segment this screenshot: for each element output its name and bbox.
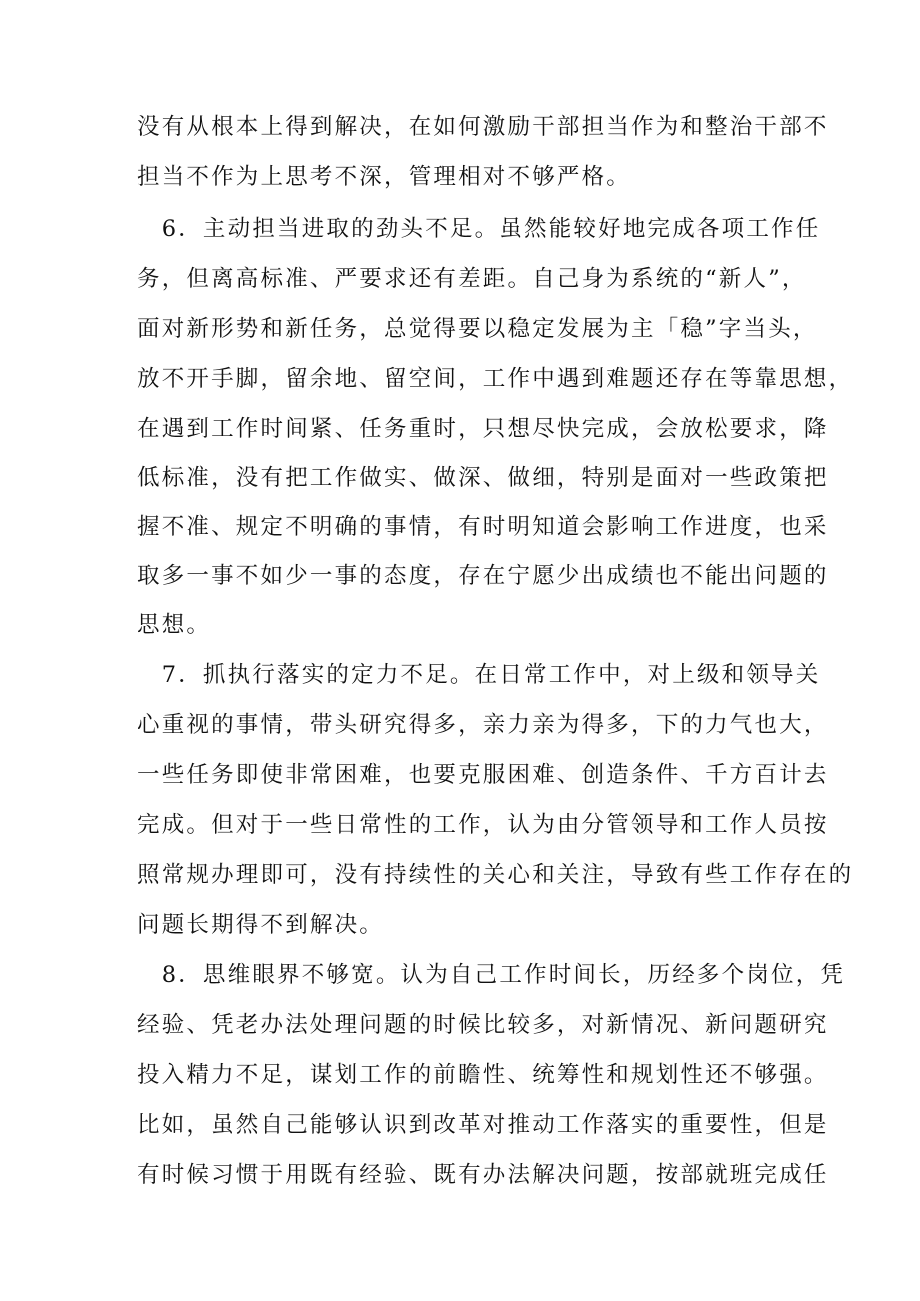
text-line: 担当不作为上思考不深，管理相对不够严格。 (137, 164, 632, 190)
text-line: 问题长期得不到解决。 (137, 912, 385, 938)
paragraph-6-start: 6．主动担当进取的劲头不足。虽然能较好地完成各项工作任 (137, 216, 821, 242)
text-line: 有时候习惯于用既有经验、既有办法解决问题，按部就班完成任 (137, 1162, 829, 1188)
text-line: 完成。但对于一些日常性的工作，认为由分管领导和工作人员按 (137, 812, 829, 838)
text-line: 在遇到工作时间紧、任务重时，只想尽快完成，会放松要求，降 (137, 416, 829, 442)
text-line: 一些任务即使非常困难，也要克服困难、创造条件、千方百计去 (137, 762, 829, 788)
text-line: 比如，虽然自己能够认识到改革对推动工作落实的重要性，但是 (137, 1112, 829, 1138)
text-line: 没有从根本上得到解决，在如何激励干部担当作为和整治干部不 (137, 114, 829, 140)
text-line: 照常规办理即可，没有持续性的关心和关注，导致有些工作存在的 (137, 862, 854, 888)
text-line: 取多一事不如少一事的态度，存在宁愿少出成绩也不能出问题的 (137, 563, 829, 589)
text-line: 心重视的事情，带头研究得多，亲力亲为得多，下的力气也大， (137, 712, 829, 738)
text-line: 放不开手脚，留余地、留空间，工作中遇到难题还存在等靠思想， (137, 366, 854, 392)
text-line: 投入精力不足，谋划工作的前瞻性、统筹性和规划性还不够强。 (137, 1062, 829, 1088)
text-line: 思想。 (137, 612, 212, 638)
text-line: 低标准，没有把工作做实、做深、做细，特别是面对一些政策把 (137, 465, 829, 491)
text-line: 握不准、规定不明确的事情，有时明知道会影响工作进度，也采 (137, 514, 829, 540)
text-line: 务，但离高标准、严要求还有差距。自己身为系统的“新人”， (137, 266, 807, 292)
text-line: 面对新形势和新任务，总觉得要以稳定发展为主「稳”字当头， (137, 316, 818, 342)
text-line: 经验、凭老办法处理问题的时候比较多，对新情况、新问题研究 (137, 1012, 829, 1038)
paragraph-8-start: 8．思维眼界不够宽。认为自己工作时间长，历经多个岗位，凭 (137, 962, 846, 988)
paragraph-7-start: 7．抓执行落实的定力不足。在日常工作中，对上级和领导关 (137, 662, 821, 688)
